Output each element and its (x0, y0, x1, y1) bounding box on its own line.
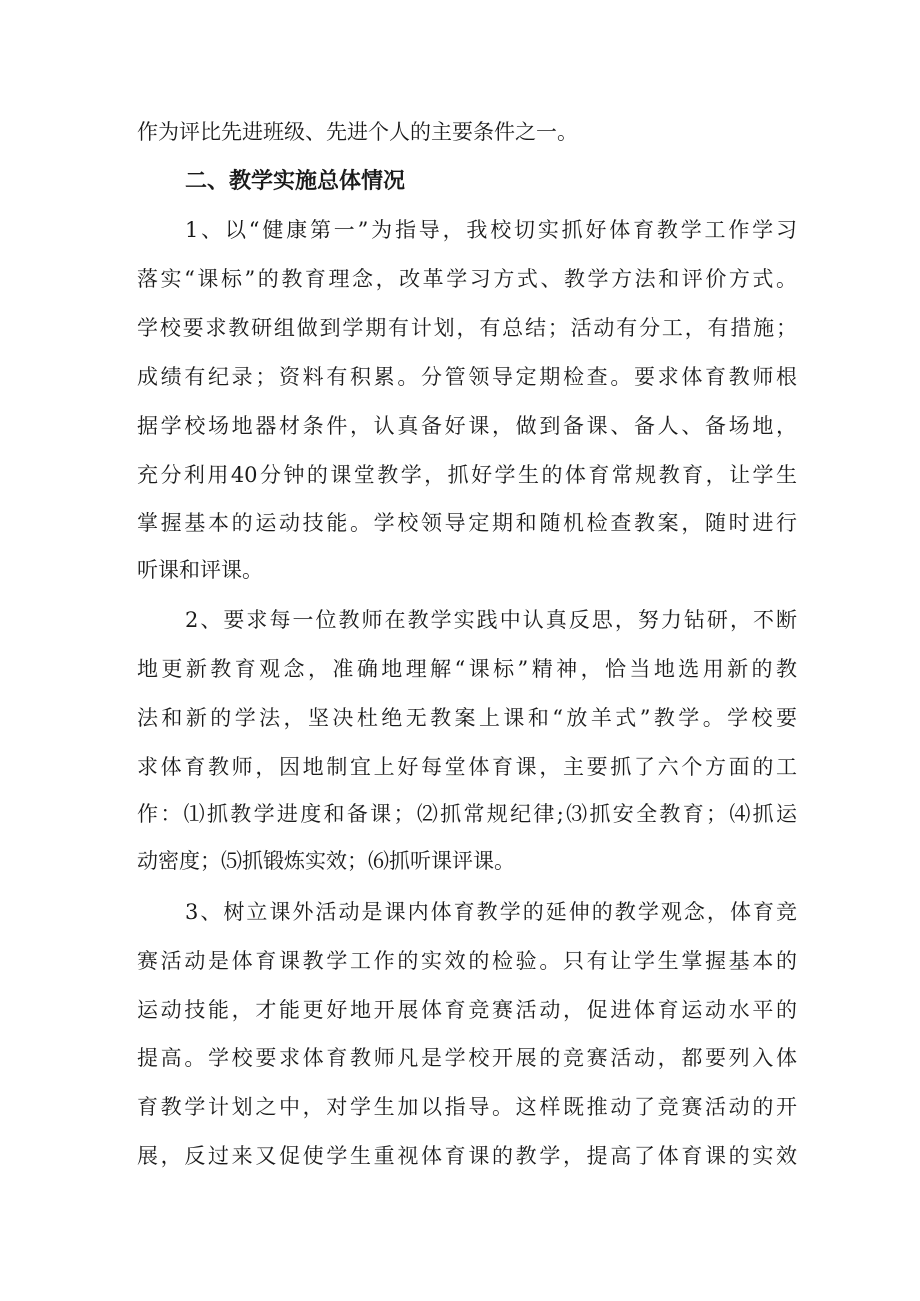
section-heading: 二、教学实施总体情况 (185, 169, 406, 194)
paragraph-line: 作为评比先进班级、先进个人的主要条件之一。 (137, 120, 578, 144)
paragraph-line: 掌握基本的运动技能。学校领导定期和随机检查教案，随时进行 (137, 511, 797, 535)
paragraph-line: 据学校场地器材条件，认真备好课，做到备课、备人、备场地， (137, 414, 797, 438)
paragraph-line: 运动技能，才能更好地开展体育竞赛活动，促进体育运动水平的 (137, 998, 797, 1022)
paragraph-line: 2、要求每一位教师在教学实践中认真反思，努力钻研，不断 (185, 608, 797, 632)
paragraph-line: 落实“课标”的教育理念，改革学习方式、教学方法和评价方式。 (137, 267, 797, 291)
paragraph-line: 1、以“健康第一”为指导，我校切实抓好体育教学工作学习 (185, 218, 797, 242)
paragraph-line: 学校要求教研组做到学期有计划，有总结；活动有分工，有措施； (137, 316, 797, 340)
paragraph-line: 求体育教师，因地制宜上好每堂体育课，主要抓了六个方面的工 (137, 755, 797, 779)
paragraph-line: 地更新教育观念，准确地理解“课标”精神，恰当地选用新的教 (137, 657, 797, 681)
paragraph-line: 3、树立课外活动是课内体育教学的延伸的教学观念，体育竞 (185, 900, 797, 924)
paragraph-line: 提高。学校要求体育教师凡是学校开展的竞赛活动，都要列入体 (137, 1046, 797, 1070)
paragraph-line: 法和新的学法，坚决杜绝无教案上课和“放羊式”教学。学校要 (137, 706, 797, 730)
paragraph-line: 听课和评课。 (137, 558, 263, 582)
paragraph-line: 动密度；⑸抓锻炼实效；⑹抓听课评课。 (137, 849, 515, 873)
paragraph-line: 作：⑴抓教学进度和备课；⑵抓常规纪律;⑶抓安全教育；⑷抓运 (137, 802, 797, 826)
paragraph-line: 成绩有纪录；资料有积累。分管领导定期检查。要求体育教师根 (137, 365, 797, 389)
paragraph-line: 充分利用40分钟的课堂教学，抓好学生的体育常规教育，让学生 (137, 463, 797, 487)
paragraph-line: 赛活动是体育课教学工作的实效的检验。只有让学生掌握基本的 (137, 949, 797, 973)
paragraph-line: 展，反过来又促使学生重视体育课的教学，提高了体育课的实效 (137, 1144, 797, 1168)
paragraph-line: 育教学计划之中，对学生加以指导。这样既推动了竞赛活动的开 (137, 1095, 797, 1119)
